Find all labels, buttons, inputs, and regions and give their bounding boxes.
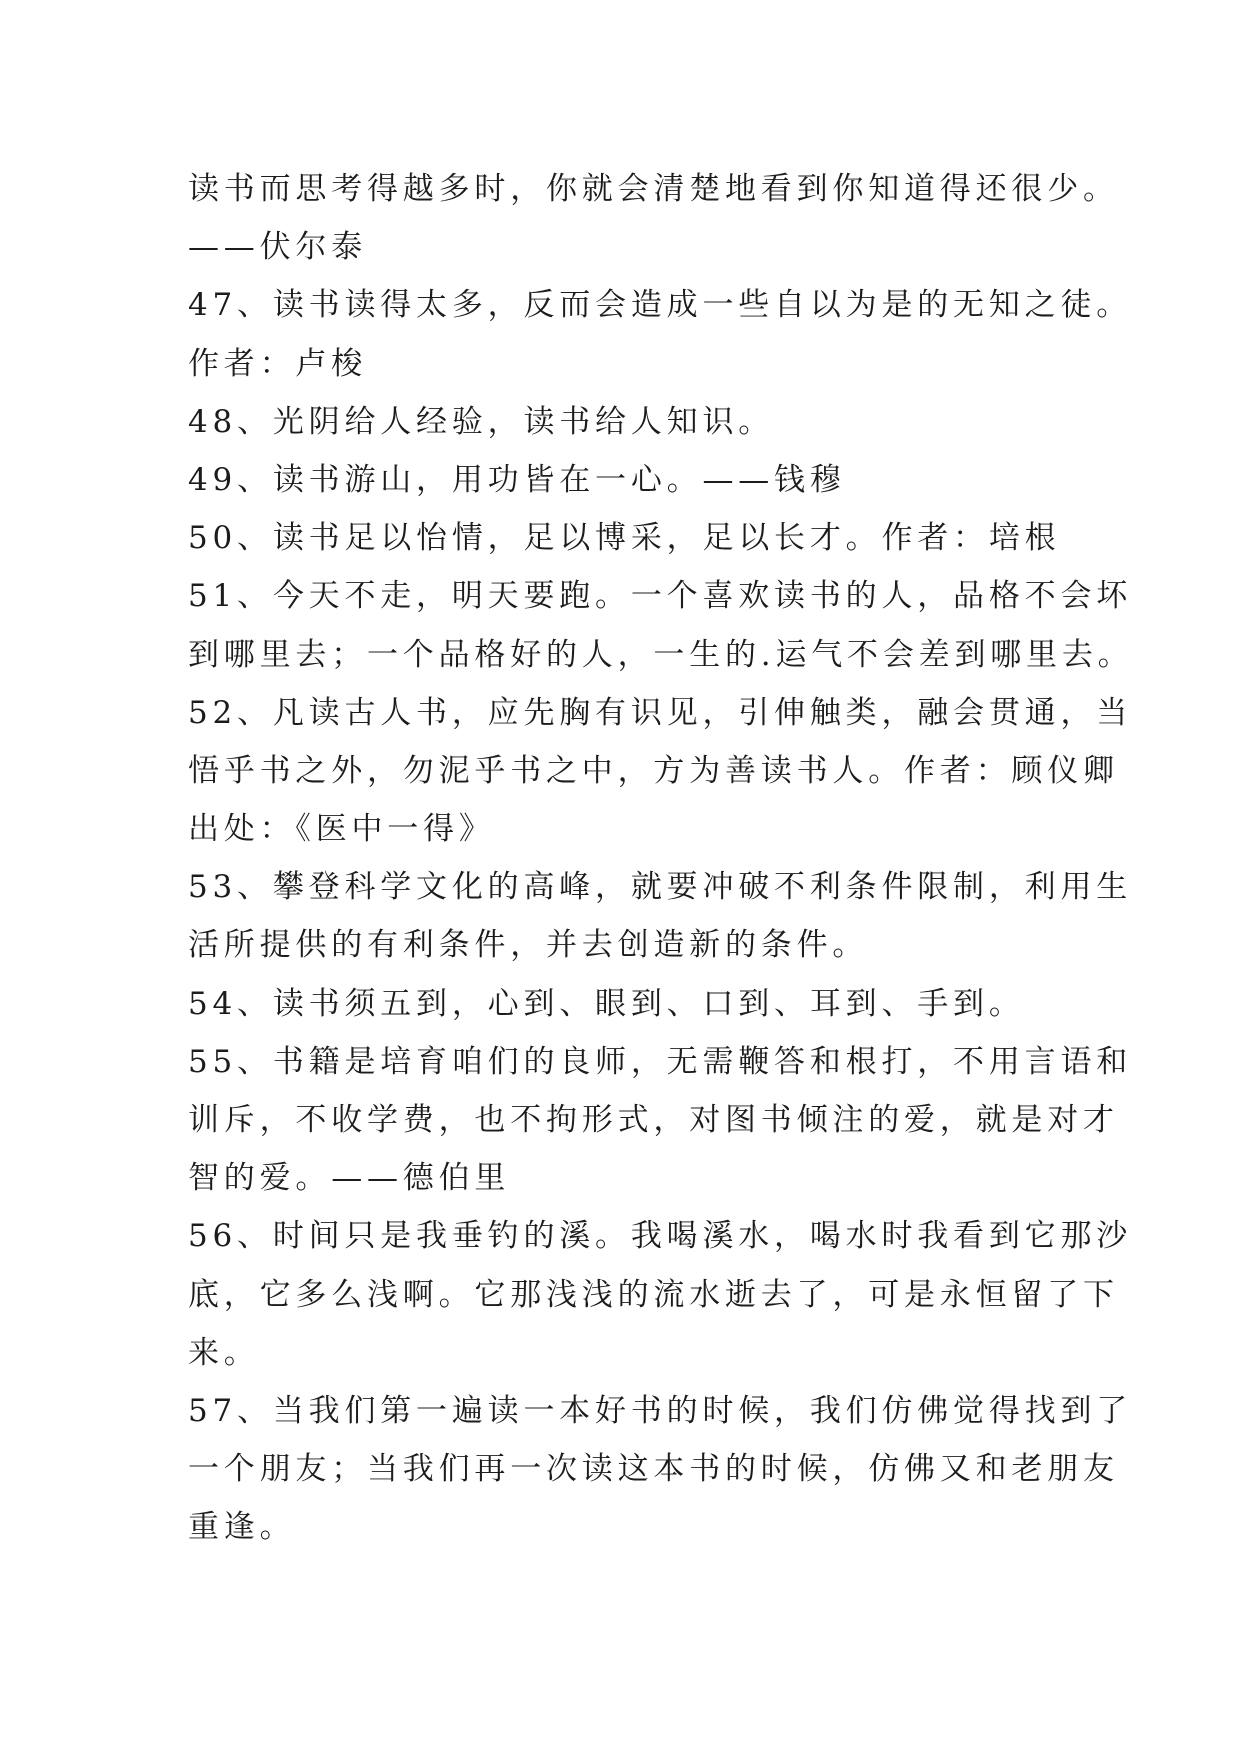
text-line: 读书而思考得越多时，你就会清楚地看到你知道得还很少。 — [188, 171, 1119, 207]
text-line: 训斥，不收学费，也不拘形式，对图书倾注的爱，就是对才 — [188, 1102, 1119, 1138]
text-line: 重逢。 — [188, 1509, 296, 1546]
text-line: 底，它多么浅啊。它那浅浅的流水逝去了，可是永恒留了下 — [188, 1276, 1119, 1313]
text-line: 51、今天不走，明天要跑。一个喜欢读书的人，品格不会坏 — [188, 578, 1133, 615]
text-line: 49、读书游山，用功皆在一心。——钱穆 — [188, 461, 846, 498]
document-body — [188, 160, 1134, 1557]
text-line: 悟乎书之外，勿泥乎书之中，方为善读书人。作者：顾仪卿 — [188, 752, 1119, 789]
text-line: 50、读书足以怡情，足以博采，足以长才。作者：培根 — [188, 520, 1061, 557]
text-line: 54、读书须五到，心到、眼到、口到、耳到、手到。 — [188, 985, 1025, 1022]
text-line: 智的爱。——德伯里 — [188, 1160, 511, 1197]
text-line: 作者：卢梭 — [188, 345, 367, 382]
text-line: 56、时间只是我垂钓的溪。我喝溪水，喝水时我看到它那沙 — [188, 1218, 1133, 1255]
text-line: 53、攀登科学文化的高峰，就要冲破不利条件限制，利用生 — [188, 869, 1133, 906]
text-line: 到哪里去；一个品格好的人，一生的.运气不会差到哪里去。 — [188, 636, 1134, 673]
text-line: 一个朋友；当我们再一次读这本书的时候，仿佛又和老朋友 — [188, 1451, 1119, 1488]
text-line: 48、光阴给人经验，读书给人知识。 — [188, 403, 775, 440]
text-line: ——伏尔泰 — [188, 229, 367, 266]
text-line: 出处：《医中一得》 — [188, 811, 495, 848]
text-line: 52、凡读古人书，应先胸有识见，引伸触类，融会贯通，当 — [188, 694, 1133, 731]
text-line: 来。 — [188, 1334, 260, 1371]
text-line: 55、书籍是培育咱们的良师，无需鞭答和根打，不用言语和 — [188, 1043, 1133, 1080]
text-line: 57、当我们第一遍读一本好书的时候，我们仿佛觉得找到了 — [188, 1392, 1133, 1429]
text-line: 47、读书读得太多，反而会造成一些自以为是的无知之徒。 — [188, 287, 1133, 324]
text-line: 活所提供的有利条件，并去创造新的条件。 — [188, 927, 869, 964]
